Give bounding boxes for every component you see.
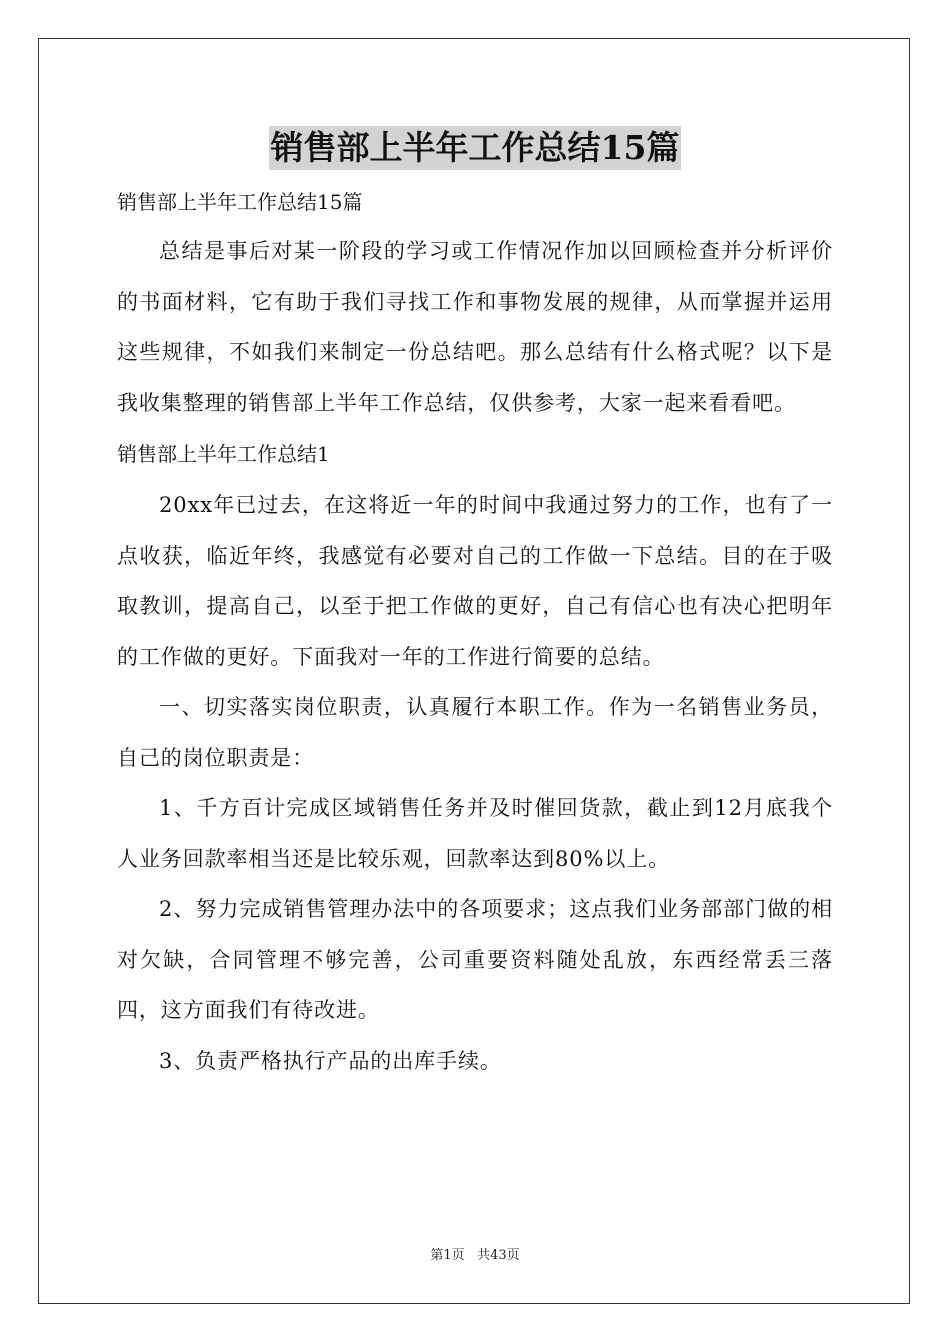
title-wrap — [0, 126, 950, 170]
body-paragraph: 20xx年已过去，在这将近一年的时间中我通过努力的工作，也有了一点收获，临近年终，我感觉有必要对自己的工作做一下总结。目的在于吸取教训，提高自己，以至于把工作做的更好，自己有信心也有决心把明年的工作做的更好。下面我对一年的工作进行简要的总结。 — [117, 493, 833, 669]
body-paragraph: 1、千方百计完成区域销售任务并及时催回货款，截止到12月底我个人业务回款率相当还是比较乐观，回款率达到80%以上。 — [117, 796, 833, 871]
document-body — [117, 178, 833, 1086]
document-subtitle: 销售部上半年工作总结15篇 — [117, 190, 363, 214]
body-paragraph: 一、切实落实岗位职责，认真履行本职工作。作为一名销售业务员，自己的岗位职责是： — [117, 695, 833, 770]
intro-paragraph: 总结是事后对某一阶段的学习或工作情况作加以回顾检查并分析评价的书面材料，它有助于我们寻找工作和事物发展的规律，从而掌握并运用这些规律，不如我们来制定一份总结吧。那么总结有什么格式呢？以下是我收集整理的销售部上半年工作总结，仅供参考，大家一起来看看吧。 — [117, 239, 833, 415]
body-paragraph: 3、负责严格执行产品的出库手续。 — [159, 1048, 502, 1073]
page-footer — [0, 1247, 950, 1265]
page-total: 共43页 — [477, 1248, 520, 1263]
body-paragraph: 2、努力完成销售管理办法中的各项要求；这点我们业务部部门做的相对欠缺，合同管理不够完善，公司重要资料随处乱放，东西经常丢三落四，这方面我们有待改进。 — [117, 897, 833, 1022]
document-title: 销售部上半年工作总结15篇 — [269, 126, 682, 170]
section-heading: 销售部上半年工作总结1 — [117, 442, 330, 466]
page-number: 第1页 — [430, 1248, 465, 1263]
